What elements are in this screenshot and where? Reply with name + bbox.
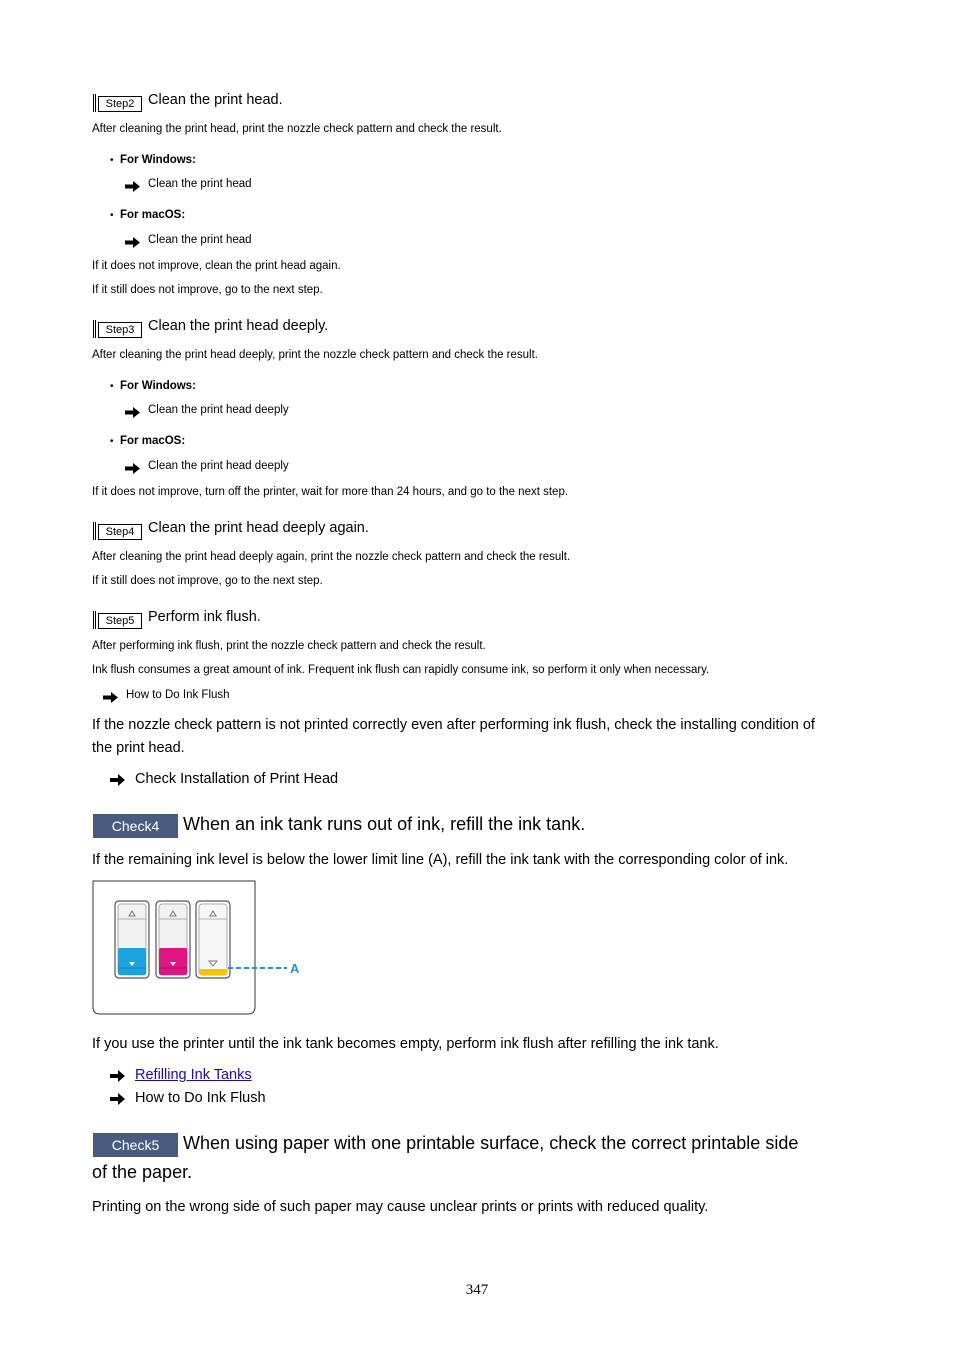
step3-badge <box>93 320 142 338</box>
check5-title-line2: of the paper. <box>92 1162 193 1182</box>
step2-intro: After cleaning the print head, print the nozzle check pattern and check the result. <box>92 123 502 135</box>
arrow-right-icon <box>110 773 125 791</box>
step2-windows-label: For Windows: <box>120 154 196 166</box>
step4-note1: If it still does not improve, go to the next step. <box>92 575 323 587</box>
step2-macos-label: For macOS: <box>120 209 186 221</box>
step2-title: Clean the print head. <box>148 92 283 108</box>
check-install-print-head-link[interactable]: Check Installation of Print Head <box>135 771 339 787</box>
step3-note1: If it does not improve, turn off the printer, wait for more than 24 hours, and go to the next step. <box>92 486 569 498</box>
arrow-right-icon <box>125 235 140 253</box>
step2-note1: If it does not improve, clean the print head again. <box>92 260 341 272</box>
after-flush-line2: the print head. <box>92 740 185 756</box>
step3-intro: After cleaning the print head deeply, print the nozzle check pattern and check the result. <box>92 349 539 361</box>
check5-title-line1: When using paper with one printable surface, check the correct printable side <box>183 1133 799 1153</box>
arrow-right-icon <box>125 179 140 197</box>
ink-tank-figure <box>92 880 307 1017</box>
step5-badge <box>93 611 142 629</box>
step3-macos-label: For macOS: <box>120 435 186 447</box>
bullet-dot: • <box>110 210 114 221</box>
step2-windows-link[interactable]: Clean the print head <box>148 178 252 190</box>
bullet-dot: • <box>110 381 114 392</box>
step3-badge-label: Step3 <box>98 322 142 338</box>
page-number: 347 <box>465 1282 489 1298</box>
bullet-dot: • <box>110 155 114 166</box>
step5-intro: After performing ink flush, print the nozzle check pattern and check the result. <box>92 640 486 652</box>
step2-note2: If it still does not improve, go to the next step. <box>92 284 323 296</box>
step4-intro: After cleaning the print head deeply again, print the nozzle check pattern and check the result. <box>92 551 571 563</box>
arrow-right-icon <box>103 690 118 708</box>
arrow-right-icon <box>125 405 140 423</box>
refilling-ink-tanks-link[interactable]: Refilling Ink Tanks <box>135 1067 252 1083</box>
lower-limit-label: A <box>290 961 300 976</box>
step3-title: Clean the print head deeply. <box>148 318 329 334</box>
arrow-right-icon <box>125 461 140 479</box>
check5-badge: Check5 <box>93 1133 178 1157</box>
arrow-right-icon <box>110 1069 125 1087</box>
step5-badge-label: Step5 <box>98 613 142 629</box>
step2-macos-link[interactable]: Clean the print head <box>148 234 252 246</box>
check4-after: If you use the printer until the ink tank becomes empty, perform ink flush after refilling the ink tank. <box>92 1036 719 1052</box>
check4-badge: Check4 <box>93 814 178 838</box>
step5-ink-flush-link[interactable]: How to Do Ink Flush <box>126 689 230 701</box>
after-flush-line1: If the nozzle check pattern is not printed correctly even after performing ink flush, check the installing condition of <box>92 717 815 733</box>
step2-badge <box>93 94 142 112</box>
step5-warning: Ink flush consumes a great amount of ink. Frequent ink flush can rapidly consume ink, so perform it only when necessary. <box>92 664 710 676</box>
step3-macos-link[interactable]: Clean the print head deeply <box>148 460 289 472</box>
step4-badge <box>93 522 142 540</box>
check4-title: When an ink tank runs out of ink, refill the ink tank. <box>183 814 586 834</box>
check5-intro: Printing on the wrong side of such paper may cause unclear prints or prints with reduced quality. <box>92 1199 709 1215</box>
step3-windows-link[interactable]: Clean the print head deeply <box>148 404 289 416</box>
check4-intro: If the remaining ink level is below the lower limit line (A), refill the ink tank with the corresponding color of ink. <box>92 852 789 868</box>
step5-title: Perform ink flush. <box>148 609 261 625</box>
step4-badge-label: Step4 <box>98 524 142 540</box>
bullet-dot: • <box>110 436 114 447</box>
arrow-right-icon <box>110 1092 125 1110</box>
step2-badge-label: Step2 <box>98 96 142 112</box>
step3-windows-label: For Windows: <box>120 380 196 392</box>
ink-flush-link[interactable]: How to Do Ink Flush <box>135 1090 266 1106</box>
step4-title: Clean the print head deeply again. <box>148 520 369 536</box>
